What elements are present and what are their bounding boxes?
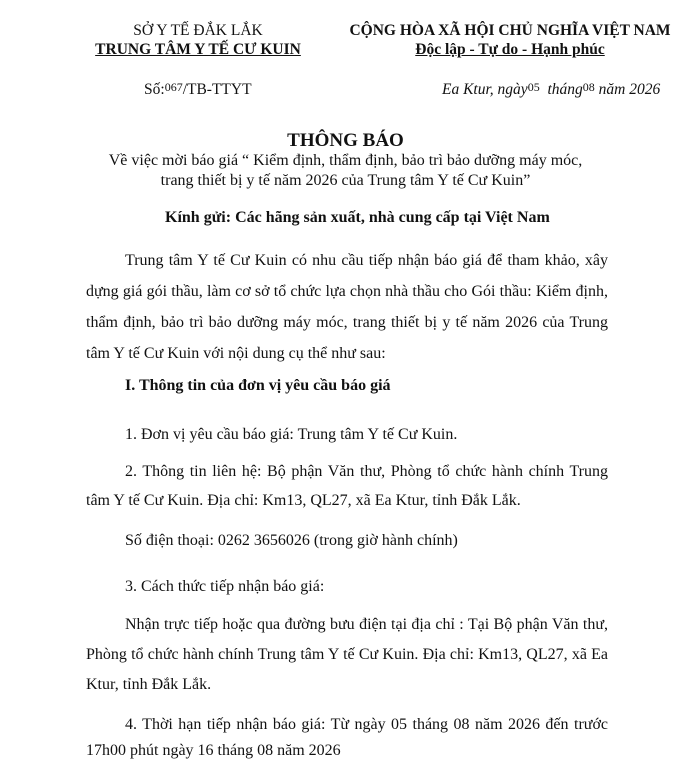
doc-no-prefix: Số: [144,81,165,98]
phone-line: Số điện thoại: 0262 3656026 (trong giờ hành chính) [125,532,458,549]
national-motto: Độc lập - Tự do - Hạnh phúc [415,41,605,58]
title-subject-line2: trang thiết bị y tế năm 2026 của Trung tâm Y tế Cư Kuin” [160,172,531,189]
date-year: năm 2026 [598,81,661,98]
section-1-heading: I. Thông tin của đơn vị yêu cầu báo giá [125,377,391,394]
issuing-authority: SỞ Y TẾ ĐẮK LẮK [133,22,263,39]
document-number [144,78,252,99]
date-month: 08 [582,80,595,94]
document-date [442,78,660,99]
item-3: 3. Cách thức tiếp nhận báo giá: [125,578,325,595]
item-1: 1. Đơn vị yêu cầu báo giá: Trung tâm Y tế Cư Kuin. [125,426,458,443]
item-3-detail: Nhận trực tiếp hoặc qua đường bưu điện tại địa chỉ : Tại Bộ phận Văn thư, Phòng tổ chức hành chính Trung tâm Y tế Cư Kuin. Địa chỉ: Km13, QL27, xã Ea Ktur, tỉnh Đắk Lắk. [86,616,608,693]
item-2: 2. Thông tin liên hệ: Bộ phận Văn thư, Phòng tổ chức hành chính Trung tâm Y tế Cư Kuin. Địa chỉ: Km13, QL27, xã Ea Ktur, tỉnh Đắk Lắk. [86,463,608,509]
national-title: CỘNG HÒA XÃ HỘI CHỦ NGHĨA VIỆT NAM [349,22,671,39]
item-4: 4. Thời hạn tiếp nhận báo giá: Từ ngày 05 tháng 08 năm 2026 đến trước 17h00 phút ngày 16 tháng 08 năm 2026 [86,716,608,759]
doc-no-suffix: /TB-TTYT [182,81,252,98]
issuing-unit: TRUNG TÂM Y TẾ CƯ KUIN [95,41,301,58]
date-place: Ea Ktur, ngày [442,81,528,98]
intro-paragraph: Trung tâm Y tế Cư Kuin có nhu cầu tiếp nhận báo giá để tham khảo, xây dựng giá gói thầu, làm cơ sở tổ chức lựa chọn nhà thầu cho Gói thầu: Kiểm định, thẩm định, bảo trì bảo dưỡng máy móc, trang thiết bị y tế năm 2026 của Trung tâm Y tế Cư Kuin với nội dung cụ thể như sau: [86,252,608,362]
title-subject-line1: Về việc mời báo giá “ Kiểm định, thẩm định, bảo trì bảo dưỡng máy móc, [108,152,583,169]
doc-no-value: 067 [164,80,183,94]
document-title: THÔNG BÁO [287,130,404,151]
recipient-line: Kính gửi: Các hãng sản xuất, nhà cung cấp tại Việt Nam [165,209,550,226]
date-month-label: tháng [547,81,583,98]
date-day: 05 [527,80,540,94]
